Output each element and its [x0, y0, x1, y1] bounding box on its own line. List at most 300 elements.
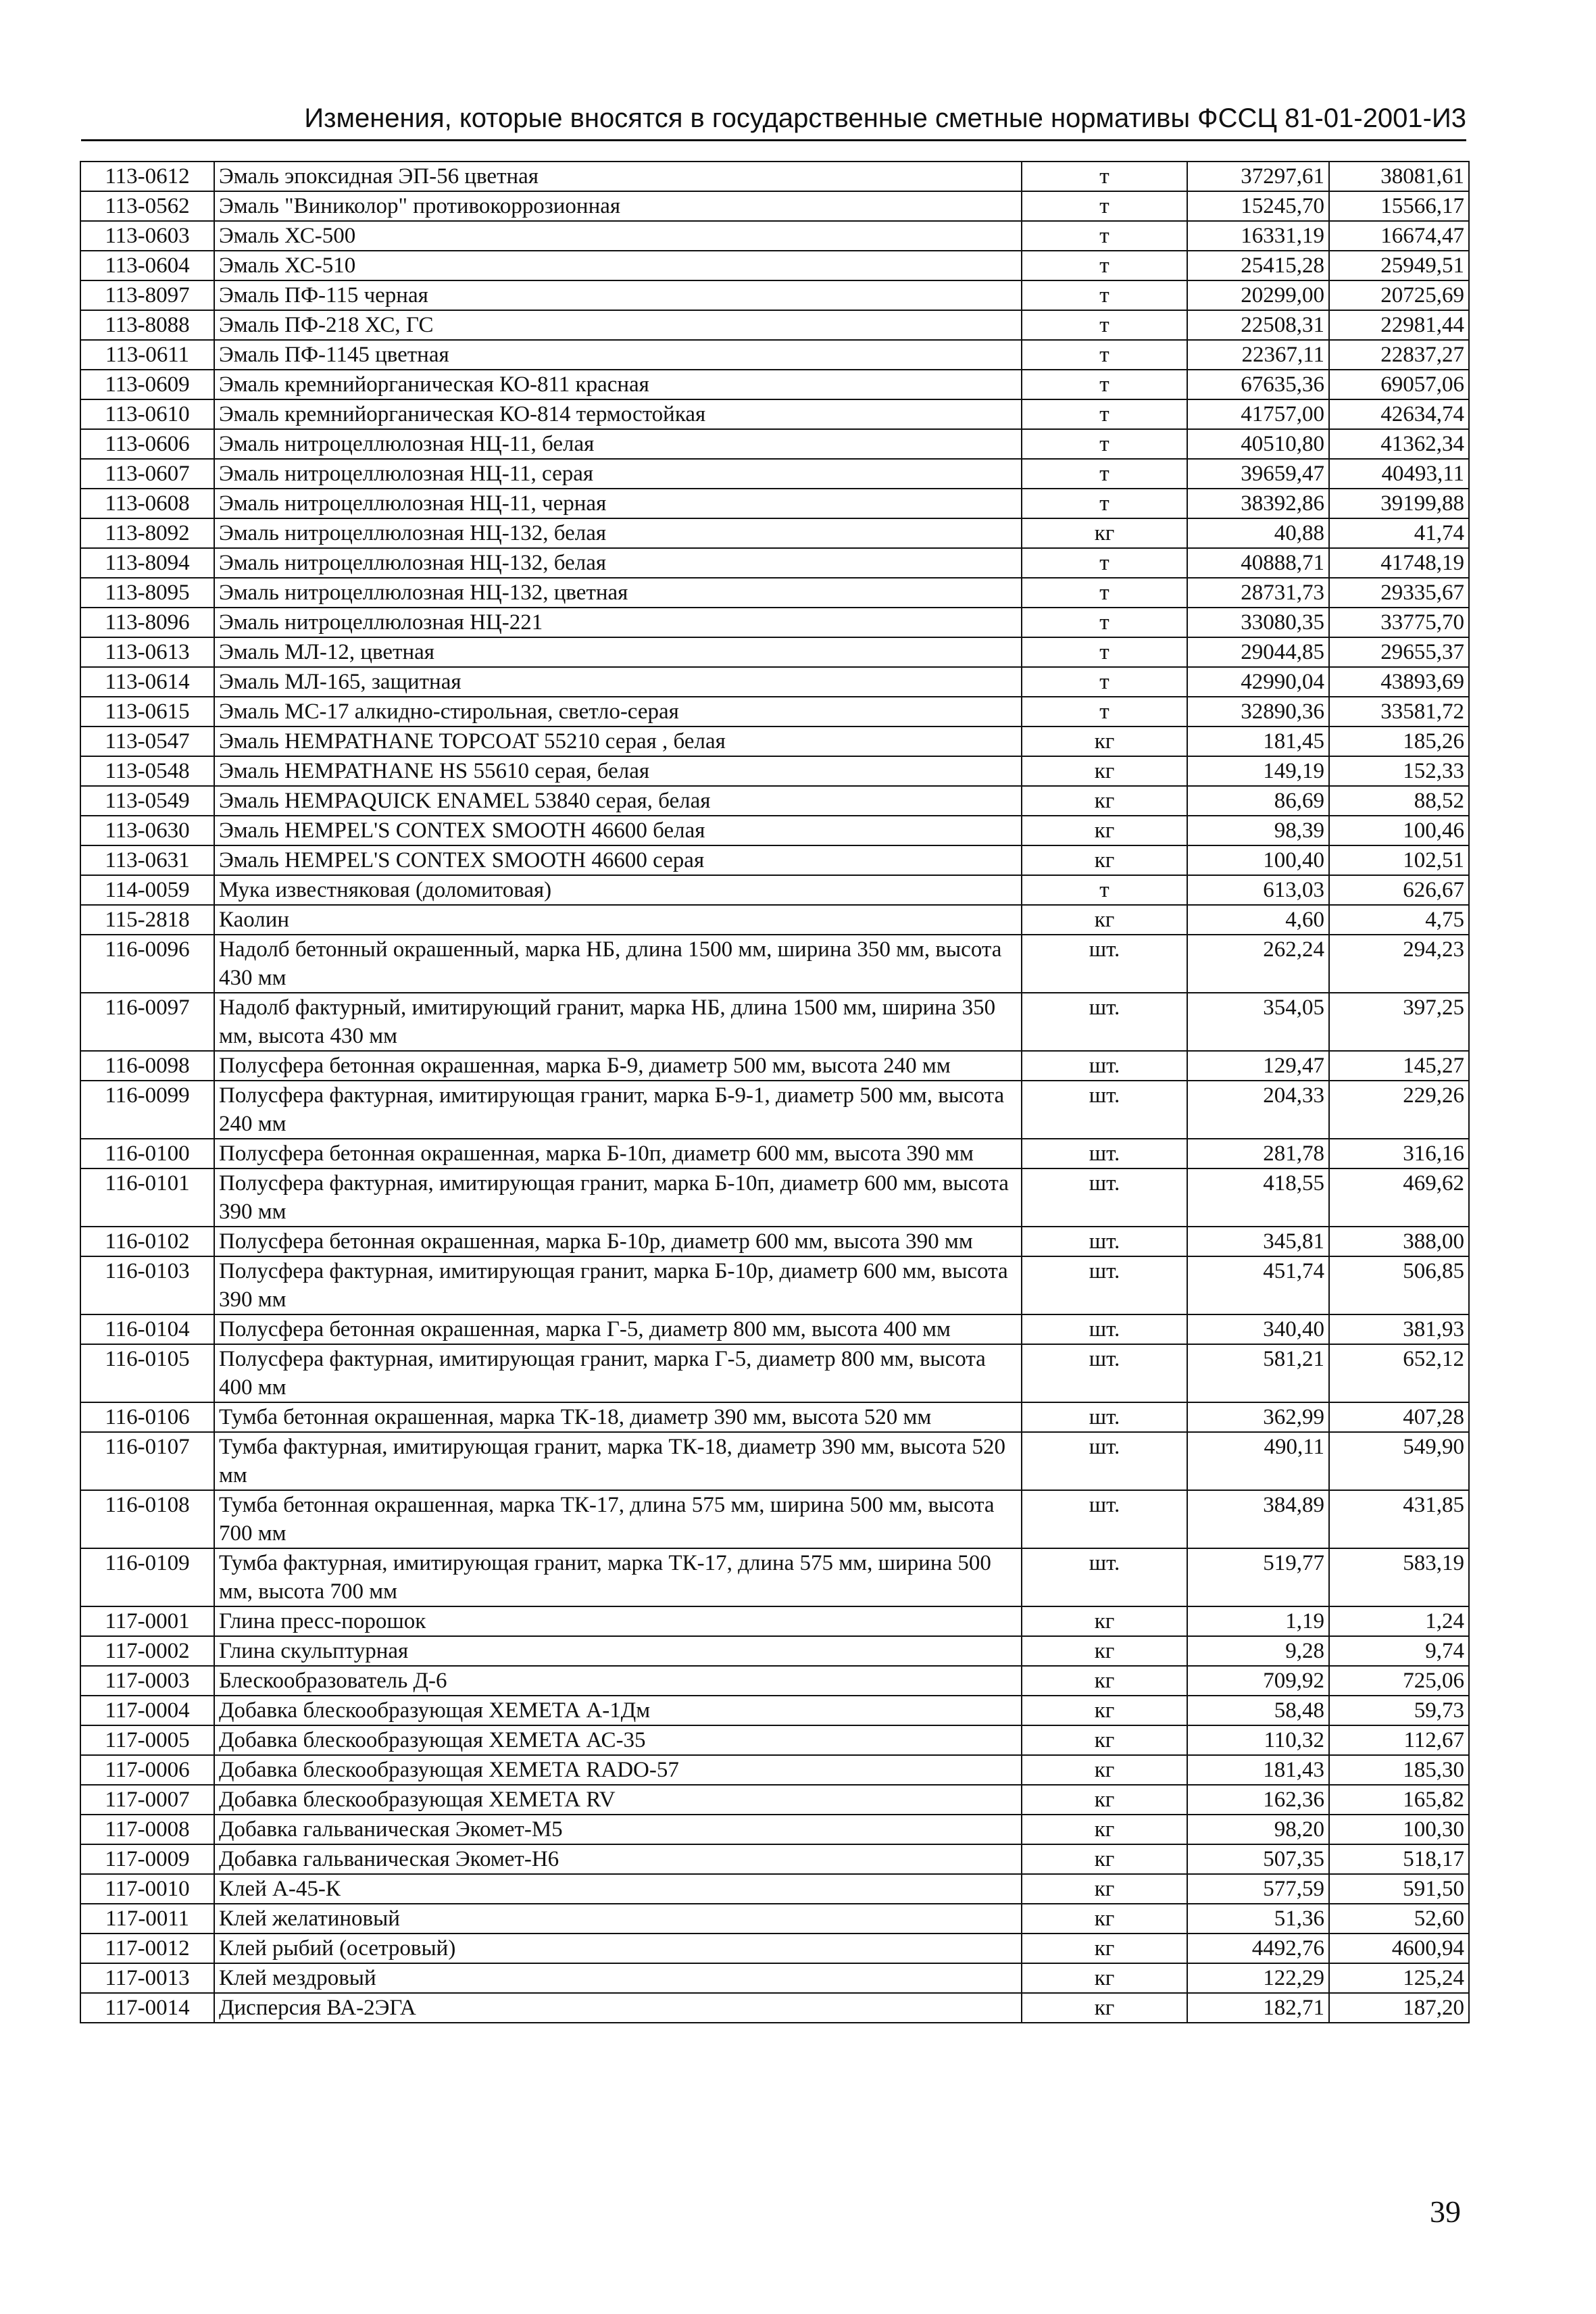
item-price-2: 4,75: [1329, 905, 1469, 935]
item-code: 116-0104: [80, 1314, 214, 1344]
item-code: 113-0615: [80, 697, 214, 727]
item-price-1: 20299,00: [1187, 280, 1329, 310]
item-price-2: 185,26: [1329, 727, 1469, 756]
item-code: 117-0014: [80, 1993, 214, 2023]
item-name: Эмаль нитроцеллюлозная НЦ-132, цветная: [214, 578, 1022, 608]
item-price-2: 294,23: [1329, 935, 1469, 993]
item-price-2: 469,62: [1329, 1168, 1469, 1227]
item-price-2: 25949,51: [1329, 251, 1469, 280]
item-price-1: 33080,35: [1187, 608, 1329, 637]
item-unit: кг: [1022, 1963, 1187, 1993]
item-name: Полусфера бетонная окрашенная, марка Г-5, диаметр 800 мм, высота 400 мм: [214, 1314, 1022, 1344]
item-price-1: 4,60: [1187, 905, 1329, 935]
item-unit: кг: [1022, 1636, 1187, 1666]
item-name: Клей мездровый: [214, 1963, 1022, 1993]
table-row: [80, 845, 1469, 875]
item-name: Эмаль нитроцеллюлозная НЦ-11, серая: [214, 459, 1022, 489]
item-name: Надолб фактурный, имитирующий гранит, марка НБ, длина 1500 мм, ширина 350 мм, высота 430 мм: [214, 993, 1022, 1051]
item-price-2: 102,51: [1329, 845, 1469, 875]
item-code: 113-0547: [80, 727, 214, 756]
item-price-2: 42634,74: [1329, 399, 1469, 429]
item-price-2: 187,20: [1329, 1993, 1469, 2023]
item-price-2: 397,25: [1329, 993, 1469, 1051]
page-number: 39: [1430, 2194, 1461, 2229]
item-price-2: 39199,88: [1329, 489, 1469, 518]
item-name: Полусфера бетонная окрашенная, марка Б-9, диаметр 500 мм, высота 240 мм: [214, 1051, 1022, 1081]
item-code: 113-8095: [80, 578, 214, 608]
table-row: [80, 251, 1469, 280]
item-unit: шт.: [1022, 1081, 1187, 1139]
item-code: 113-0548: [80, 756, 214, 786]
item-name: Эмаль эпоксидная ЭП-56 цветная: [214, 162, 1022, 191]
item-price-1: 42990,04: [1187, 667, 1329, 697]
table-row: [80, 1785, 1469, 1815]
item-unit: кг: [1022, 1993, 1187, 2023]
item-name: Тумба фактурная, имитирующая гранит, марка ТК-17, длина 575 мм, ширина 500 мм, высота 700 мм: [214, 1548, 1022, 1606]
item-price-1: 39659,47: [1187, 459, 1329, 489]
item-price-1: 110,32: [1187, 1725, 1329, 1755]
item-unit: кг: [1022, 1934, 1187, 1963]
table-row: [80, 221, 1469, 251]
item-code: 116-0102: [80, 1227, 214, 1256]
item-unit: т: [1022, 697, 1187, 727]
item-price-1: 29044,85: [1187, 637, 1329, 667]
item-unit: кг: [1022, 1696, 1187, 1725]
item-unit: т: [1022, 548, 1187, 578]
item-price-1: 32890,36: [1187, 697, 1329, 727]
item-code: 117-0002: [80, 1636, 214, 1666]
item-name: Клей желатиновый: [214, 1904, 1022, 1934]
item-price-1: 345,81: [1187, 1227, 1329, 1256]
item-name: Глина пресс-порошок: [214, 1606, 1022, 1636]
table-row: [80, 1636, 1469, 1666]
item-name: Блескообразователь Д-6: [214, 1666, 1022, 1696]
item-code: 117-0011: [80, 1904, 214, 1934]
item-code: 113-8096: [80, 608, 214, 637]
item-name: Эмаль нитроцеллюлозная НЦ-11, черная: [214, 489, 1022, 518]
item-price-1: 181,45: [1187, 727, 1329, 756]
item-unit: кг: [1022, 1725, 1187, 1755]
item-price-1: 149,19: [1187, 756, 1329, 786]
item-code: 117-0008: [80, 1815, 214, 1844]
item-price-2: 229,26: [1329, 1081, 1469, 1139]
item-price-2: 59,73: [1329, 1696, 1469, 1725]
item-code: 113-0604: [80, 251, 214, 280]
item-code: 117-0003: [80, 1666, 214, 1696]
item-name: Тумба бетонная окрашенная, марка ТК-17, длина 575 мм, ширина 500 мм, высота 700 мм: [214, 1490, 1022, 1548]
item-unit: т: [1022, 340, 1187, 370]
item-name: Каолин: [214, 905, 1022, 935]
item-unit: шт.: [1022, 993, 1187, 1051]
item-price-1: 86,69: [1187, 786, 1329, 816]
item-name: Добавка блескообразующая ХЕМЕТА RV: [214, 1785, 1022, 1815]
item-name: Тумба бетонная окрашенная, марка ТК-18, диаметр 390 мм, высота 520 мм: [214, 1402, 1022, 1432]
item-name: Эмаль "Виниколор" противокоррозионная: [214, 191, 1022, 221]
item-code: 117-0006: [80, 1755, 214, 1785]
item-code: 113-0614: [80, 667, 214, 697]
item-unit: шт.: [1022, 1402, 1187, 1432]
table-row: [80, 162, 1469, 191]
item-name: Полусфера фактурная, имитирующая гранит, марка Б-10р, диаметр 600 мм, высота 390 мм: [214, 1256, 1022, 1314]
item-unit: шт.: [1022, 1227, 1187, 1256]
item-price-1: 281,78: [1187, 1139, 1329, 1168]
page-header: Изменения, которые вносятся в государственные сметные нормативы ФССЦ 81-01-2001-И3: [81, 101, 1466, 141]
item-unit: кг: [1022, 1874, 1187, 1904]
item-unit: кг: [1022, 518, 1187, 548]
item-price-1: 162,36: [1187, 1785, 1329, 1815]
item-name: Добавка блескообразующая ХЕМЕТА А-1Дм: [214, 1696, 1022, 1725]
item-code: 113-0630: [80, 816, 214, 845]
table-row: [80, 1227, 1469, 1256]
item-unit: кг: [1022, 1666, 1187, 1696]
item-price-1: 577,59: [1187, 1874, 1329, 1904]
item-price-2: 591,50: [1329, 1874, 1469, 1904]
item-price-2: 388,00: [1329, 1227, 1469, 1256]
item-name: Полусфера фактурная, имитирующая гранит, марка Б-9-1, диаметр 500 мм, высота 240 мм: [214, 1081, 1022, 1139]
item-name: Эмаль HEMPATHANE TOPCOAT 55210 серая , белая: [214, 727, 1022, 756]
item-code: 115-2818: [80, 905, 214, 935]
item-price-2: 29655,37: [1329, 637, 1469, 667]
table-row: [80, 1432, 1469, 1490]
item-code: 116-0097: [80, 993, 214, 1051]
item-price-1: 25415,28: [1187, 251, 1329, 280]
item-name: Полусфера бетонная окрашенная, марка Б-10р, диаметр 600 мм, высота 390 мм: [214, 1227, 1022, 1256]
item-unit: т: [1022, 608, 1187, 637]
item-price-2: 20725,69: [1329, 280, 1469, 310]
item-price-1: 709,92: [1187, 1666, 1329, 1696]
item-unit: шт.: [1022, 1548, 1187, 1606]
table-row: [80, 1963, 1469, 1993]
table-row: [80, 340, 1469, 370]
table-row: [80, 935, 1469, 993]
item-price-1: 182,71: [1187, 1993, 1329, 2023]
item-price-1: 451,74: [1187, 1256, 1329, 1314]
item-price-1: 262,24: [1187, 935, 1329, 993]
table-row: [80, 993, 1469, 1051]
item-code: 116-0107: [80, 1432, 214, 1490]
item-price-1: 41757,00: [1187, 399, 1329, 429]
item-code: 117-0005: [80, 1725, 214, 1755]
item-unit: шт.: [1022, 1432, 1187, 1490]
item-price-1: 100,40: [1187, 845, 1329, 875]
item-unit: шт.: [1022, 1256, 1187, 1314]
item-price-1: 490,11: [1187, 1432, 1329, 1490]
item-name: Дисперсия ВА-2ЭГА: [214, 1993, 1022, 2023]
item-code: 117-0009: [80, 1844, 214, 1874]
table-row: [80, 667, 1469, 697]
item-name: Мука известняковая (доломитовая): [214, 875, 1022, 905]
item-code: 113-8097: [80, 280, 214, 310]
item-name: Эмаль нитроцеллюлозная НЦ-132, белая: [214, 548, 1022, 578]
item-code: 113-0603: [80, 221, 214, 251]
item-price-2: 145,27: [1329, 1051, 1469, 1081]
item-price-2: 29335,67: [1329, 578, 1469, 608]
item-price-2: 22837,27: [1329, 340, 1469, 370]
table-row: [80, 905, 1469, 935]
item-code: 113-0608: [80, 489, 214, 518]
item-unit: кг: [1022, 1904, 1187, 1934]
item-price-2: 725,06: [1329, 1666, 1469, 1696]
item-price-2: 43893,69: [1329, 667, 1469, 697]
item-name: Эмаль кремнийорганическая КО-811 красная: [214, 370, 1022, 399]
item-price-2: 431,85: [1329, 1490, 1469, 1548]
item-name: Эмаль нитроцеллюлозная НЦ-11, белая: [214, 429, 1022, 459]
item-code: 116-0101: [80, 1168, 214, 1227]
table-row: [80, 1815, 1469, 1844]
table-row: [80, 548, 1469, 578]
item-code: 113-0549: [80, 786, 214, 816]
item-price-2: 100,30: [1329, 1815, 1469, 1844]
table-row: [80, 1666, 1469, 1696]
item-name: Эмаль МЛ-12, цветная: [214, 637, 1022, 667]
item-name: Тумба фактурная, имитирующая гранит, марка ТК-18, диаметр 390 мм, высота 520 мм: [214, 1432, 1022, 1490]
item-code: 113-0606: [80, 429, 214, 459]
item-unit: т: [1022, 667, 1187, 697]
item-code: 117-0004: [80, 1696, 214, 1725]
table-row: [80, 1725, 1469, 1755]
item-unit: шт.: [1022, 1490, 1187, 1548]
table-row: [80, 578, 1469, 608]
item-price-2: 33581,72: [1329, 697, 1469, 727]
item-code: 113-8092: [80, 518, 214, 548]
item-price-2: 583,19: [1329, 1548, 1469, 1606]
item-name: Полусфера фактурная, имитирующая гранит, марка Б-10п, диаметр 600 мм, высота 390 мм: [214, 1168, 1022, 1227]
item-code: 113-0612: [80, 162, 214, 191]
table-row: [80, 489, 1469, 518]
table-row: [80, 399, 1469, 429]
table-row: [80, 816, 1469, 845]
table-row: [80, 637, 1469, 667]
item-code: 117-0001: [80, 1606, 214, 1636]
table-row: [80, 191, 1469, 221]
table-row: [80, 518, 1469, 548]
item-price-1: 37297,61: [1187, 162, 1329, 191]
item-name: Эмаль HEMPEL'S CONTEX SMOOTH 46600 белая: [214, 816, 1022, 845]
item-unit: шт.: [1022, 1314, 1187, 1344]
item-unit: кг: [1022, 1844, 1187, 1874]
item-name: Эмаль ХС-510: [214, 251, 1022, 280]
table-row: [80, 1755, 1469, 1785]
item-price-1: 22508,31: [1187, 310, 1329, 340]
item-code: 113-0610: [80, 399, 214, 429]
item-code: 113-0613: [80, 637, 214, 667]
table-row: [80, 875, 1469, 905]
item-price-1: 613,03: [1187, 875, 1329, 905]
item-unit: т: [1022, 251, 1187, 280]
item-price-2: 41,74: [1329, 518, 1469, 548]
item-price-1: 40888,71: [1187, 548, 1329, 578]
item-unit: т: [1022, 310, 1187, 340]
table-row: [80, 1993, 1469, 2023]
table-row: [80, 1314, 1469, 1344]
item-price-2: 652,12: [1329, 1344, 1469, 1402]
item-name: Надолб бетонный окрашенный, марка НБ, длина 1500 мм, ширина 350 мм, высота 430 мм: [214, 935, 1022, 993]
item-unit: т: [1022, 162, 1187, 191]
item-price-1: 9,28: [1187, 1636, 1329, 1666]
item-unit: кг: [1022, 845, 1187, 875]
item-price-1: 1,19: [1187, 1606, 1329, 1636]
item-unit: кг: [1022, 905, 1187, 935]
item-price-1: 122,29: [1187, 1963, 1329, 1993]
item-name: Добавка гальваническая Экомет-Н6: [214, 1844, 1022, 1874]
item-code: 116-0100: [80, 1139, 214, 1168]
item-name: Добавка блескообразующая ХЕМЕТА RADO-57: [214, 1755, 1022, 1785]
item-code: 116-0109: [80, 1548, 214, 1606]
table-row: [80, 697, 1469, 727]
item-price-1: 181,43: [1187, 1755, 1329, 1785]
item-price-1: 418,55: [1187, 1168, 1329, 1227]
table-row: [80, 1081, 1469, 1139]
item-code: 116-0096: [80, 935, 214, 993]
item-unit: шт.: [1022, 935, 1187, 993]
table-row: [80, 1934, 1469, 1963]
item-unit: т: [1022, 370, 1187, 399]
item-price-2: 381,93: [1329, 1314, 1469, 1344]
item-price-2: 626,67: [1329, 875, 1469, 905]
table-row: [80, 756, 1469, 786]
table-row: [80, 727, 1469, 756]
item-unit: кг: [1022, 816, 1187, 845]
item-price-2: 316,16: [1329, 1139, 1469, 1168]
item-name: Эмаль ПФ-1145 цветная: [214, 340, 1022, 370]
table-row: [80, 1402, 1469, 1432]
item-price-1: 581,21: [1187, 1344, 1329, 1402]
item-name: Эмаль ХС-500: [214, 221, 1022, 251]
item-price-1: 38392,86: [1187, 489, 1329, 518]
item-code: 113-8088: [80, 310, 214, 340]
item-unit: т: [1022, 280, 1187, 310]
item-price-2: 41362,34: [1329, 429, 1469, 459]
item-price-2: 22981,44: [1329, 310, 1469, 340]
item-name: Эмаль нитроцеллюлозная НЦ-132, белая: [214, 518, 1022, 548]
item-price-2: 38081,61: [1329, 162, 1469, 191]
item-price-2: 1,24: [1329, 1606, 1469, 1636]
item-code: 116-0099: [80, 1081, 214, 1139]
item-price-2: 52,60: [1329, 1904, 1469, 1934]
item-price-1: 15245,70: [1187, 191, 1329, 221]
table-row: [80, 429, 1469, 459]
item-unit: кг: [1022, 727, 1187, 756]
item-code: 113-0611: [80, 340, 214, 370]
table-row: [80, 1696, 1469, 1725]
item-price-1: 362,99: [1187, 1402, 1329, 1432]
item-code: 116-0106: [80, 1402, 214, 1432]
item-code: 113-0607: [80, 459, 214, 489]
item-price-1: 40510,80: [1187, 429, 1329, 459]
item-price-2: 88,52: [1329, 786, 1469, 816]
price-table: [80, 161, 1470, 2023]
item-price-2: 9,74: [1329, 1636, 1469, 1666]
table-row: [80, 1168, 1469, 1227]
table-row: [80, 1606, 1469, 1636]
item-name: Эмаль HEMPAQUICK ENAMEL 53840 серая, белая: [214, 786, 1022, 816]
item-unit: т: [1022, 489, 1187, 518]
item-code: 117-0013: [80, 1963, 214, 1993]
item-name: Полусфера фактурная, имитирующая гранит, марка Г-5, диаметр 800 мм, высота 400 мм: [214, 1344, 1022, 1402]
item-price-2: 33775,70: [1329, 608, 1469, 637]
item-price-1: 98,39: [1187, 816, 1329, 845]
item-name: Полусфера бетонная окрашенная, марка Б-10п, диаметр 600 мм, высота 390 мм: [214, 1139, 1022, 1168]
item-price-2: 549,90: [1329, 1432, 1469, 1490]
item-code: 116-0105: [80, 1344, 214, 1402]
item-price-2: 152,33: [1329, 756, 1469, 786]
table-row: [80, 1844, 1469, 1874]
table-row: [80, 786, 1469, 816]
table-row: [80, 1548, 1469, 1606]
item-unit: кг: [1022, 786, 1187, 816]
table-row: [80, 459, 1469, 489]
item-price-1: 204,33: [1187, 1081, 1329, 1139]
item-unit: т: [1022, 221, 1187, 251]
item-name: Эмаль МС-17 алкидно-стирольная, светло-серая: [214, 697, 1022, 727]
item-price-2: 506,85: [1329, 1256, 1469, 1314]
table-row: [80, 280, 1469, 310]
item-price-1: 22367,11: [1187, 340, 1329, 370]
item-unit: т: [1022, 429, 1187, 459]
item-name: Эмаль МЛ-165, защитная: [214, 667, 1022, 697]
item-price-1: 354,05: [1187, 993, 1329, 1051]
item-unit: шт.: [1022, 1168, 1187, 1227]
item-code: 113-8094: [80, 548, 214, 578]
item-name: Клей А-45-К: [214, 1874, 1022, 1904]
item-price-1: 67635,36: [1187, 370, 1329, 399]
item-price-2: 112,67: [1329, 1725, 1469, 1755]
item-price-2: 518,17: [1329, 1844, 1469, 1874]
item-price-2: 40493,11: [1329, 459, 1469, 489]
table-row: [80, 310, 1469, 340]
item-name: Эмаль нитроцеллюлозная НЦ-221: [214, 608, 1022, 637]
item-price-2: 4600,94: [1329, 1934, 1469, 1963]
item-unit: т: [1022, 875, 1187, 905]
item-price-2: 41748,19: [1329, 548, 1469, 578]
item-name: Глина скульптурная: [214, 1636, 1022, 1666]
item-price-1: 384,89: [1187, 1490, 1329, 1548]
item-price-1: 28731,73: [1187, 578, 1329, 608]
table-row: [80, 608, 1469, 637]
item-price-2: 100,46: [1329, 816, 1469, 845]
table-row: [80, 1904, 1469, 1934]
item-code: 113-0609: [80, 370, 214, 399]
item-unit: шт.: [1022, 1344, 1187, 1402]
item-code: 117-0012: [80, 1934, 214, 1963]
item-price-1: 507,35: [1187, 1844, 1329, 1874]
item-price-2: 125,24: [1329, 1963, 1469, 1993]
item-price-2: 69057,06: [1329, 370, 1469, 399]
item-code: 113-0562: [80, 191, 214, 221]
item-code: 116-0098: [80, 1051, 214, 1081]
item-name: Эмаль ПФ-115 черная: [214, 280, 1022, 310]
item-price-2: 185,30: [1329, 1755, 1469, 1785]
item-code: 116-0103: [80, 1256, 214, 1314]
table-row: [80, 370, 1469, 399]
item-unit: шт.: [1022, 1139, 1187, 1168]
table-row: [80, 1344, 1469, 1402]
item-unit: т: [1022, 399, 1187, 429]
item-unit: кг: [1022, 1815, 1187, 1844]
item-code: 116-0108: [80, 1490, 214, 1548]
item-code: 114-0059: [80, 875, 214, 905]
item-name: Добавка блескообразующая ХЕМЕТА АС-35: [214, 1725, 1022, 1755]
item-unit: кг: [1022, 1785, 1187, 1815]
item-unit: т: [1022, 637, 1187, 667]
item-unit: т: [1022, 578, 1187, 608]
item-unit: кг: [1022, 756, 1187, 786]
item-code: 113-0631: [80, 845, 214, 875]
item-code: 117-0010: [80, 1874, 214, 1904]
item-price-2: 165,82: [1329, 1785, 1469, 1815]
item-unit: кг: [1022, 1606, 1187, 1636]
table-row: [80, 1139, 1469, 1168]
